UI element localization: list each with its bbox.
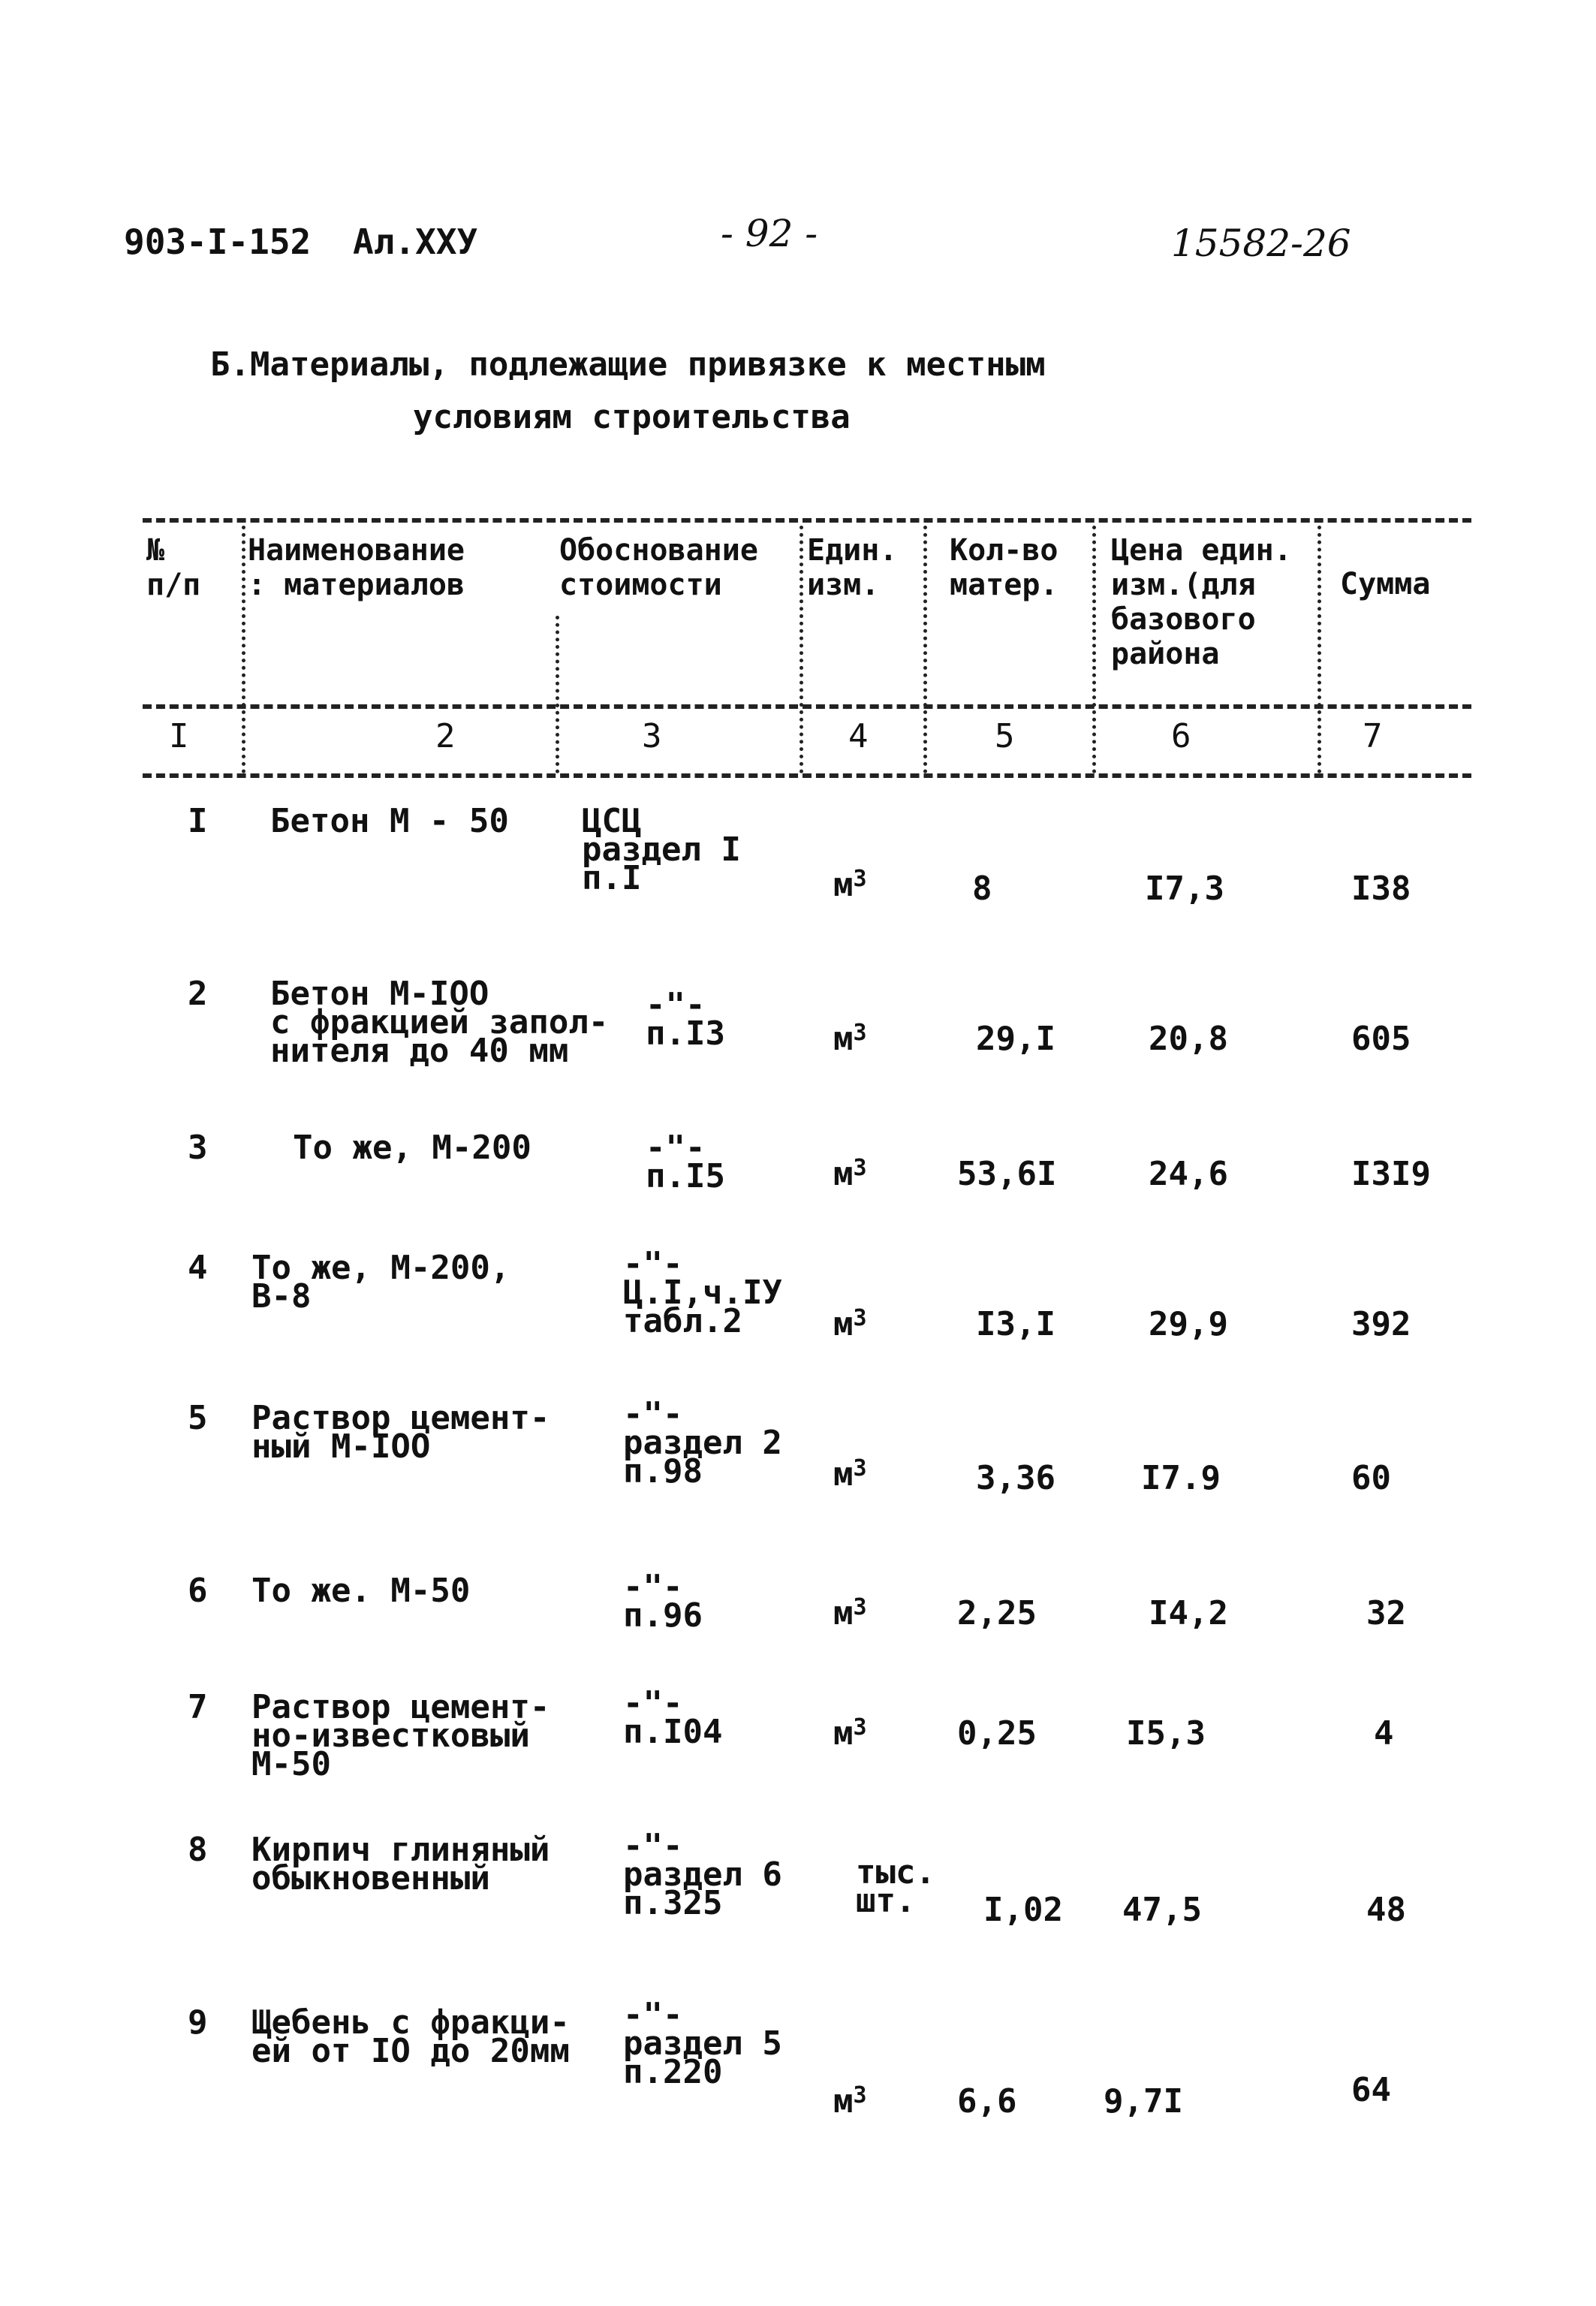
column-number-2: 2 (435, 717, 456, 755)
cost-basis: -"- п.I04 (623, 1684, 723, 1751)
unit-price: I7,3 (1145, 870, 1224, 908)
header-unit: Един. изм. (807, 533, 898, 602)
column-number-5: 5 (995, 717, 1015, 755)
cost-basis: -"- п.I5 (646, 1129, 725, 1195)
unit: $м^3$ (833, 1594, 867, 1632)
sum: 32 (1366, 1594, 1406, 1632)
column-number-3: 3 (642, 717, 662, 755)
quantity: 53,6I (957, 1155, 1057, 1193)
row-number: 5 (188, 1399, 208, 1437)
quantity: I,02 (983, 1891, 1063, 1929)
row-number: 3 (188, 1129, 208, 1167)
header-number: № п/п (146, 533, 201, 602)
sum: 60 (1351, 1459, 1391, 1497)
sum: I38 (1351, 870, 1411, 908)
quantity: I3,I (976, 1305, 1055, 1343)
material-name: Бетон М - 50 (270, 802, 509, 840)
cost-basis: -"- Ц.I,ч.IУ табл.2 (623, 1245, 782, 1340)
table-top-rule (143, 518, 1471, 523)
row-number: 2 (188, 975, 208, 1013)
album-number: Ал.XXУ (353, 222, 478, 262)
unit: $м^3$ (833, 1714, 867, 1753)
cost-basis: -"- раздел 6 п.325 (623, 1827, 782, 1922)
col-sep-1 (242, 526, 245, 773)
material-name: Раствор цемент- но-известковый М-50 (251, 1688, 550, 1783)
material-name: То же, М-200, В-8 (251, 1249, 510, 1316)
section-title-line1: Б.Материалы, подлежащие привязке к местным (210, 345, 1046, 384)
material-name: То же. М-50 (251, 1572, 471, 1610)
unit-price: 24,6 (1149, 1155, 1228, 1193)
row-number: 9 (188, 2003, 208, 2042)
row-number: 6 (188, 1572, 208, 1610)
unit: $м^3$ (833, 1155, 867, 1193)
quantity: 8 (972, 870, 992, 908)
material-name: То же, М-200 (293, 1129, 531, 1167)
col-sep-5 (1092, 526, 1096, 773)
document-code: 903-I-152 (124, 222, 312, 262)
header-cost-basis: Обоснование стоимости (559, 533, 758, 602)
sheet-code: 15582-26 (1171, 222, 1351, 265)
unit-price: I7.9 (1141, 1459, 1221, 1497)
quantity: 3,36 (976, 1459, 1055, 1497)
sum: I3I9 (1351, 1155, 1431, 1193)
unit: $м^3$ (833, 1455, 867, 1494)
material-name: Бетон М-IOO с фракцией запол- нителя до 40 мм (270, 975, 609, 1070)
unit-price: 20,8 (1149, 1020, 1228, 1058)
cost-basis: -"- п.I3 (646, 986, 725, 1053)
row-number: 7 (188, 1688, 208, 1726)
col-sep-2 (556, 616, 559, 773)
col-sep-6 (1317, 526, 1321, 773)
sum: 605 (1351, 1020, 1411, 1058)
sum: 392 (1351, 1305, 1411, 1343)
row-number: 4 (188, 1249, 208, 1287)
unit: $м^3$ (833, 866, 867, 904)
unit-price: 47,5 (1122, 1891, 1202, 1929)
material-name: Кирпич глиняный обыкновенный (251, 1831, 550, 1898)
header-unit-price: Цена един. изм.(для базового района (1111, 533, 1292, 671)
unit: $м^3$ (833, 2082, 867, 2121)
column-number-1: I (169, 717, 189, 755)
quantity: 6,6 (957, 2082, 1017, 2121)
material-name: Раствор цемент- ный М-IOO (251, 1399, 550, 1466)
unit: $м^3$ (833, 1020, 867, 1058)
cost-basis: -"- раздел 5 п.220 (623, 1996, 782, 2091)
header-sum: Сумма (1340, 567, 1431, 601)
unit-price: 29,9 (1149, 1305, 1228, 1343)
sum: 64 (1351, 2071, 1391, 2109)
header-quantity: Кол-во матер. (950, 533, 1058, 602)
sum: 48 (1366, 1891, 1406, 1929)
quantity: 0,25 (957, 1714, 1037, 1753)
quantity: 2,25 (957, 1594, 1037, 1632)
material-name: Щебень с фракци- ей от IO до 20мм (251, 2003, 570, 2070)
cost-basis: ЦСЦ раздел I п.I (582, 802, 741, 897)
column-number-7: 7 (1363, 717, 1383, 755)
cost-basis: -"- раздел 2 п.98 (623, 1395, 782, 1491)
quantity: 29,I (976, 1020, 1055, 1058)
unit-price: I5,3 (1126, 1714, 1206, 1753)
unit: $м^3$ (833, 1305, 867, 1343)
sum: 4 (1374, 1714, 1394, 1753)
col-sep-3 (800, 526, 803, 773)
unit: тыс. шт. (856, 1853, 935, 1920)
row-number: I (188, 802, 208, 840)
col-sep-4 (923, 526, 927, 773)
header-bottom-rule (143, 704, 1471, 709)
column-number-4: 4 (848, 717, 869, 755)
row-number: 8 (188, 1831, 208, 1869)
header-material-name: Наименование : материалов (248, 533, 465, 602)
cost-basis: -"- п.96 (623, 1568, 703, 1635)
unit-price: 9,7I (1104, 2082, 1183, 2121)
unit-price: I4,2 (1149, 1594, 1228, 1632)
column-numbers-rule (143, 773, 1471, 778)
column-number-6: 6 (1171, 717, 1191, 755)
section-title-line2: условиям строительства (413, 398, 851, 436)
page-number: - 92 - (721, 212, 818, 255)
